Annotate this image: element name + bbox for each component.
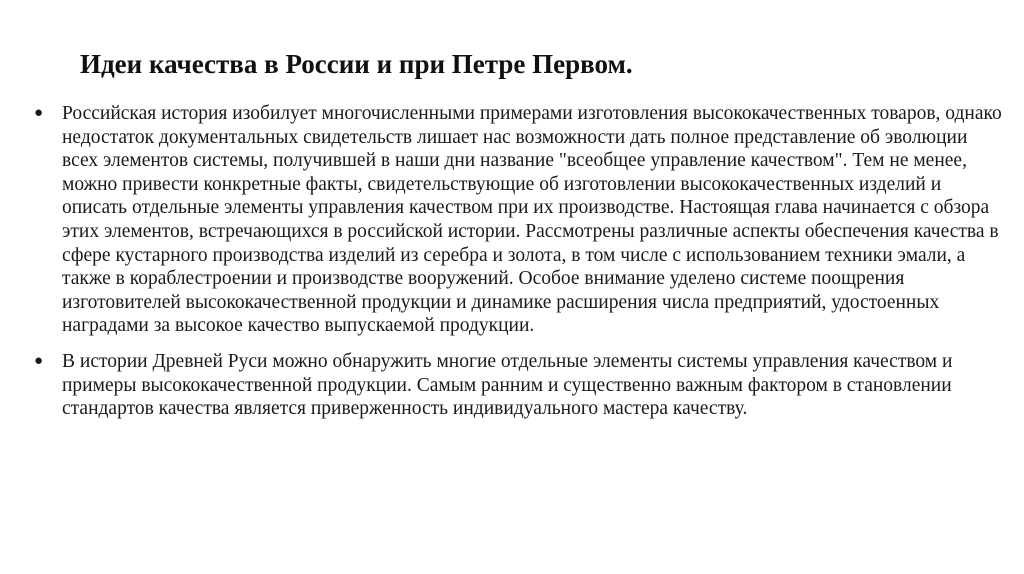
- bullet-list: [34, 102, 1006, 421]
- bullet-dot-icon: ●: [34, 352, 44, 369]
- bullet-dot-icon: ●: [34, 105, 44, 121]
- bullet-text: В истории Древней Руси можно обнаружить многие отдельные элементы системы управления качеством и примеры высококачественной продукции. Самым ранним и существенно важным фактором в становлении стандартов качества является приверженность индивидуального мастера качеству.: [62, 350, 953, 420]
- bullet-text: Российская история изобилует многочисленными примерами изготовления высококачественных товаров, однако недостаток документальных свидетельств лишает нас возможности дать полное представление об эволюции всех элементов системы, получившей в наши дни название "всеобщее управление качеством". Тем не менее, можно привести конкретные факты, свидетельствующие об изготовлении высококачественных изделий и описать отдельные элементы управления качеством при их производстве. Настоящая глава начинается с обзора этих элементов, встречающихся в российской истории. Рассмотрены различные аспекты обеспечения качества в сфере кустарного производства изделий из серебра и золота, в том числе с использованием техники эмали, а также в кораблестроении и производстве вооружений. Особое внимание уделено системе поощрения изготовителей высококачественной продукции и динамике расширения числа предприятий, удостоенных наградами за высокое качество выпускаемой продукции.: [62, 103, 1002, 337]
- bullet-item-2: [34, 350, 1006, 421]
- bullet-item-1: [34, 102, 1006, 338]
- slide-title: Идеи качества в России и при Петре Первом.: [80, 49, 633, 79]
